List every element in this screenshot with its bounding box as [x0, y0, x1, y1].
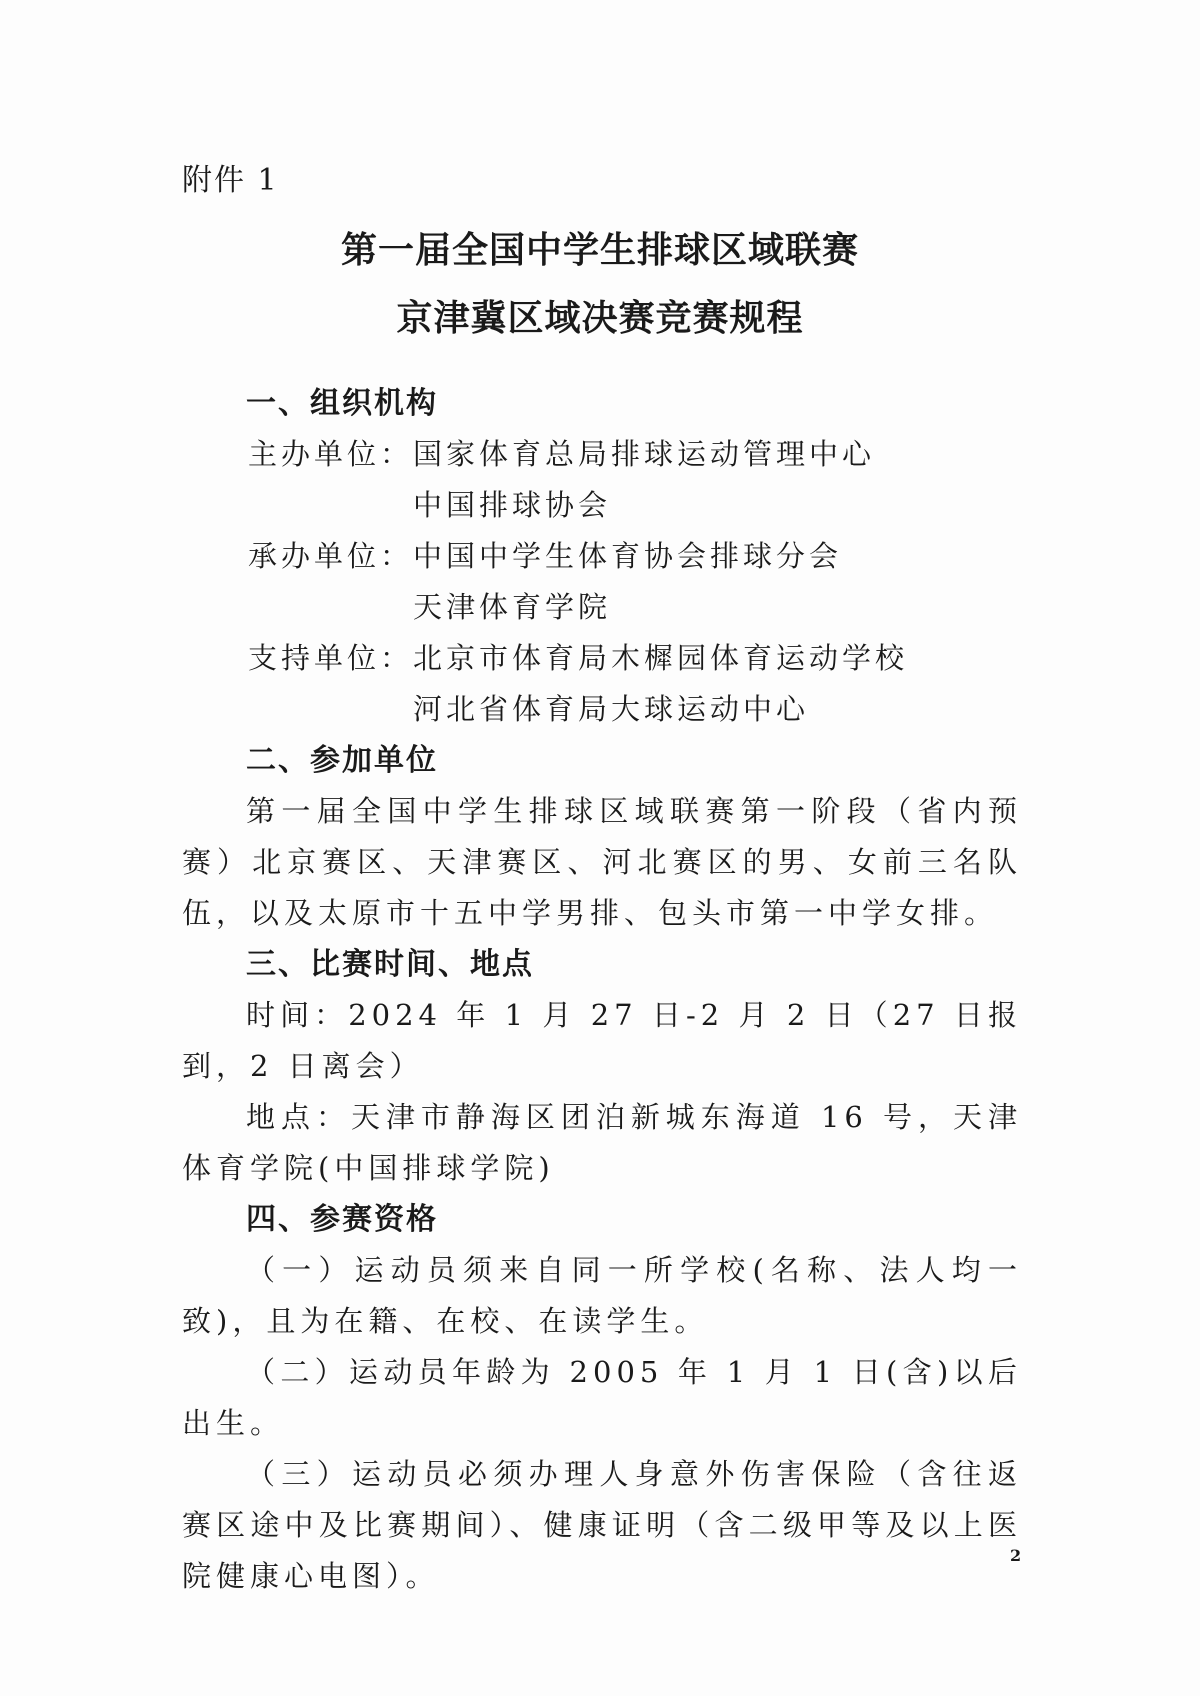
- organizer-label: 承办单位：: [248, 539, 414, 573]
- organizer-value: 天津体育学院: [413, 590, 612, 624]
- document-body: [182, 378, 1022, 1602]
- host-values: [413, 429, 875, 531]
- section-heading-organization: 一、组织机构: [246, 386, 438, 421]
- section-heading-participants: 二、参加单位: [246, 743, 438, 778]
- support-value: 河北省体育局大球运动中心: [413, 692, 810, 726]
- organizer-values: [413, 531, 842, 633]
- page-number: 2: [1010, 1546, 1022, 1565]
- place-paragraph: 地点：天津市静海区团泊新城东海道 16 号，天津体育学院(中国排球学院): [182, 1100, 1022, 1185]
- section-heading-time-place: 三、比赛时间、地点: [246, 947, 534, 982]
- host-value: 中国排球协会: [413, 488, 612, 522]
- organizer-value: 中国中学生体育协会排球分会: [413, 539, 843, 573]
- attachment-label: 附件 1: [182, 163, 279, 198]
- time-paragraph: 时间：2024 年 1 月 27 日-2 月 2 日（27 日报到，2 日离会）: [182, 998, 1022, 1083]
- host-label: 主办单位：: [248, 437, 414, 471]
- section-heading-eligibility: 四、参赛资格: [246, 1202, 438, 1237]
- support-row: [182, 633, 1022, 735]
- support-label: 支持单位：: [248, 641, 414, 675]
- eligibility-item-2: （二）运动员年龄为 2005 年 1 月 1 日(含)以后出生。: [182, 1355, 1022, 1440]
- document-title-line-1: 第一届全国中学生排球区域联赛: [340, 230, 859, 271]
- support-value: 北京市体育局木樨园体育运动学校: [413, 641, 909, 675]
- document-title-line-2: 京津冀区域决赛竞赛规程: [396, 298, 804, 339]
- participants-paragraph: 第一届全国中学生排球区域联赛第一阶段（省内预赛）北京赛区、天津赛区、河北赛区的男、女前三名队伍，以及太原市十五中学男排、包头市第一中学女排。: [182, 794, 1022, 930]
- host-value: 国家体育总局排球运动管理中心: [413, 437, 876, 471]
- support-values: [413, 633, 908, 735]
- eligibility-item-1: （一）运动员须来自同一所学校(名称、法人均一致)，且为在籍、在校、在读学生。: [182, 1253, 1022, 1338]
- organizer-row: [182, 531, 1022, 633]
- eligibility-item-3: （三）运动员必须办理人身意外伤害保险（含往返赛区途中及比赛期间）、健康证明（含二级甲等及以上医院健康心电图）。: [182, 1457, 1022, 1593]
- host-row: [182, 429, 1022, 531]
